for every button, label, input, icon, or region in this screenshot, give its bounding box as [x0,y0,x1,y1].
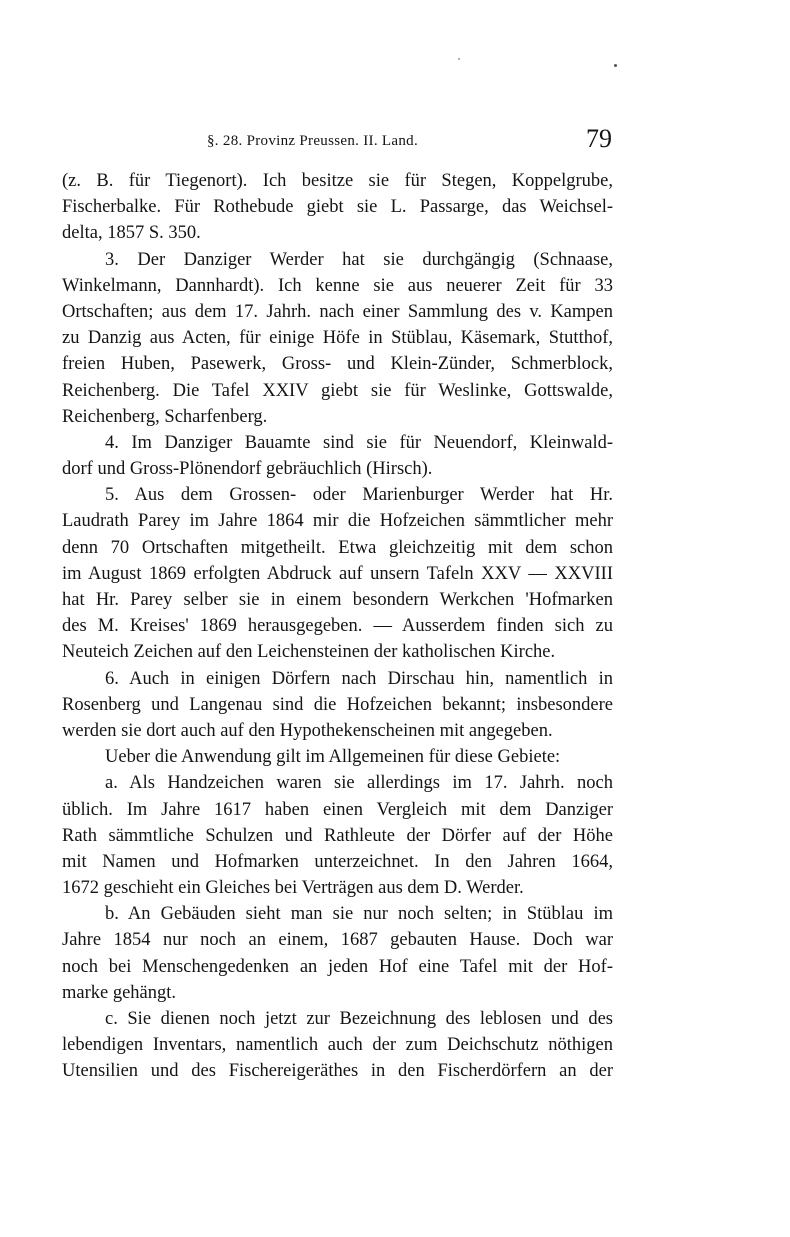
text-line: des M. Kreises' 1869 herausgegeben. — Ausserdem finden sich zu [62,616,613,637]
text-line: im August 1869 erfolgten Abdruck auf unsern Tafeln XXV — XXVIII [62,563,613,584]
text-line: 3. Der Danziger Werder hat sie durchgängig (Schnaase, [105,249,613,270]
text-line: üblich. Im Jahre 1617 haben einen Vergleich mit dem Danziger [62,799,613,820]
text-line: Utensilien und des Fischereigeräthes in den Fischerdörfern an der [62,1061,613,1082]
scan-speck [458,58,460,60]
text-line: Reichenberg, Scharfenberg. [62,406,268,427]
paragraph-7 [62,770,613,901]
paragraph-9 [62,1006,613,1085]
text-line: mit Namen und Hofmarken unterzeichnet. In den Jahren 1664, [62,851,613,872]
text-line: Neuteich Zeichen auf den Leichensteinen der katholischen Kirche. [62,642,556,663]
text-line: dorf und Gross-Plönendorf gebräuchlich (Hirsch). [62,459,433,480]
body-text [62,168,613,1085]
text-line: Winkelmann, Dannhardt). Ich kenne sie aus neuerer Zeit für 33 [62,275,613,296]
page-header [62,124,612,156]
text-line: a. Als Handzeichen waren sie allerdings im 17. Jahrh. noch [105,773,613,794]
text-line: Fischerbalke. Für Rothebude giebt sie L. Passarge, das Weichsel- [62,197,613,218]
paragraph-3 [62,430,613,482]
running-head: §. 28. Provinz Preussen. II. Land. [207,133,419,149]
paragraph-6 [62,744,613,770]
text-line: 6. Auch in einigen Dörfern nach Dirschau hin, namentlich in [105,668,613,689]
text-line: Ueber die Anwendung gilt im Allgemeinen für diese Gebiete: [105,747,561,768]
paragraph-2 [62,247,613,430]
text-line: delta, 1857 S. 350. [62,223,201,244]
text-line: noch bei Menschengedenken an jeden Hof eine Tafel mit der Hof- [62,956,613,977]
text-line: c. Sie dienen noch jetzt zur Bezeichnung des leblosen und des [105,1009,613,1029]
text-line: (z. B. für Tiegenort). Ich besitze sie für Stegen, Koppelgrube, [62,171,613,191]
text-line: 1672 geschieht ein Gleiches bei Verträgen aus dem D. Werder. [62,878,524,899]
text-line: freien Huben, Pasewerk, Gross- und Klein-Zünder, Schmerblock, [62,354,613,375]
text-line: Reichenberg. Die Tafel XXIV giebt sie für Weslinke, Gottswalde, [62,380,613,401]
text-line: Rosenberg und Langenau sind die Hofzeichen bekannt; insbesondere [62,694,613,715]
text-line: 5. Aus dem Grossen- oder Marienburger Werder hat Hr. [105,485,613,506]
paragraph-8 [62,901,613,1006]
text-line: lebendigen Inventars, namentlich auch der zum Deichschutz nöthigen [62,1035,613,1056]
text-line: Jahre 1854 nur noch an einem, 1687 gebauten Hause. Doch war [62,930,613,951]
page-number: 79 [586,124,612,153]
text-line: werden sie dort auch auf den Hypothekenscheinen mit angegeben. [62,720,553,741]
text-line: marke gehängt. [62,982,177,1003]
text-line: Ortschaften; aus dem 17. Jahrh. nach einer Sammlung des v. Kampen [62,301,613,322]
paragraph-4 [62,482,613,665]
text-line: zu Danzig aus Acten, für einige Höfe in Stüblau, Käsemark, Stutthof, [62,328,613,349]
text-line: 4. Im Danziger Bauamte sind sie für Neuendorf, Kleinwald- [105,432,613,453]
text-line: Rath sämmtliche Schulzen und Rathleute der Dörfer auf der Höhe [62,825,613,846]
paragraph-5 [62,666,613,745]
paragraph-1 [62,168,613,247]
text-line: Laudrath Parey im Jahre 1864 mir die Hofzeichen sämmtlicher mehr [62,511,613,532]
scan-speck [614,64,617,67]
text-line: denn 70 Ortschaften mitgetheilt. Etwa gleichzeitig mit dem schon [62,537,613,558]
text-line: hat Hr. Parey selber sie in einem besondern Werkchen 'Hofmarken [62,590,613,610]
text-line: b. An Gebäuden sieht man sie nur noch selten; in Stüblau im [105,904,613,925]
